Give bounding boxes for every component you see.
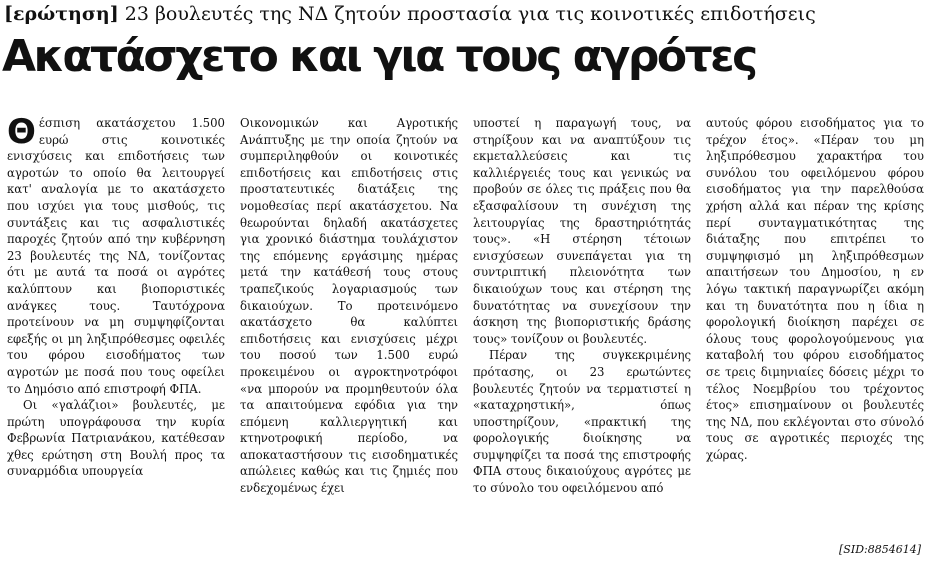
paragraph: [7, 112, 225, 397]
paragraph: Πέραν της συγκεκριμένης πρότασης, οι 23 ερωτώντες βουλευτές ζητούν να τερματιστεί η «καταχρηστική», όπως υποστηρίζουν, «πρακτική της φορολογικής διοίκησης να συμψηφίζει τα ποσά της επιστροφής ΦΠΑ στους δικαιούχους αγρότες με το σύνολο του οφειλόμενου από: [473, 348, 691, 496]
article-column-2: [240, 115, 458, 497]
paragraph: Οι «γαλάζιοι» βουλευτές, με πρώτη υπογράφουσα την κυρία Φεβρωνία Πατριανάκου, κατέθεσαν χθες ερώτηση στη Βουλή προς τα συναρμόδια υπουργεία: [7, 398, 225, 479]
paragraph-text: έσπιση ακατάσχετου 1.500 ευρώ στις κοινοτικές ενισχύσεις και επιδοτήσεις των αγροτών το οποίο θα λειτουργεί κατ' αναλογία με το ακατάσχετο που ισχύει για τους μισθούς, τις συντάξεις και τις ασφαλιστικές παροχές ζητούν από την κυβέρνηση 23 βουλευτές της ΝΔ, τονίζοντας ότι με αυτά τα ποσά οι αγρότες καλύπτουν και βιοποριστικές ανάγκες τους. Ταυτόχρονα προτείνουν να μη συμψηφίζονται εφεξής οι μη ληξιπρόθεσμες οφειλές του φόρου εισοδήματος των αγροτών με ποσά που τους οφείλει το Δημόσιο από επιστροφή ΦΠΑ.: [7, 116, 225, 396]
kicker-tag: [ερώτηση]: [4, 3, 119, 25]
drop-cap: Θ: [7, 112, 36, 152]
article-column-3: [473, 115, 691, 497]
kicker-line: [4, 2, 924, 28]
article-column-4: [706, 115, 924, 463]
kicker-text: 23 βουλευτές της ΝΔ ζητούν προστασία για τις κοινοτικές επιδοτήσεις: [124, 3, 816, 25]
paragraph: υποστεί η παραγωγή τους, να στηρίξουν και να αναπτύξουν τις εκμεταλλεύσεις και τις καλλιέργειές τους και γενικώς να προβούν σε όλες τις πράξεις που θα εξασφαλίσουν τη συνέχιση της λειτουργίας της δραστηριότητάς τους». «Η στέρηση τέτοιων ενισχύσεων συνεπάγεται για τη συντριπτική πλειονότητα των δικαιούχων τους και στέρηση της δυνατότητας να συνεχίσουν την άσκηση της βιοποριστικής δράσης τους» τονίζουν οι βουλευτές.: [473, 116, 691, 346]
article-column-1: [7, 112, 225, 480]
paragraph: Οικονομικών και Αγροτικής Ανάπτυξης με την οποία ζητούν να συμπεριληφθούν οι κοινοτικές επιδοτήσεις και επιδοτήσεις στις προστατευτικές διατάξεις της νομοθεσίας περί ακατάσχετου. Να θεωρούνται δηλαδή ακατάσχετες για χρονικό διάστημα τουλάχιστον της επόμενης εργάσιμης ημέρας μετά την κατάθεσή τους στους τραπεζικούς λογαριασμούς των δικαιούχων. Το προτεινόμενο ακατάσχετο θα καλύπτει επιδοτήσεις και ενισχύσεις μέχρι του ποσού των 1.500 ευρώ προκειμένου οι αγροκτηνοτρόφοι «να μπορούν να προμηθευτούν όλα τα απαιτούμενα εφόδια για την επόμενη καλλιεργητική και κτηνοτροφική περίοδο, να αποκαταστήσουν τις εισοδηματικές απώλειες καθώς και τις ζημιές που ενδεχομένως έχει: [240, 116, 458, 496]
paragraph: αυτούς φόρου εισοδήματος για το τρέχον έτος». «Πέραν του μη ληξιπρόθεσμου χαρακτήρα του συνόλου του οφειλόμενου φόρου εισοδήματος για την παρελθούσα χρήση αλλά και πέραν της κρίσης περί συνταγματικότητας της διάταξης που επιτρέπει το συμψηφισμό μη ληξιπρόθεσμων απαιτήσεων του Δημοσίου, η εν λόγω τακτική παραγνωρίζει ακόμη και τη δυνατότητα που η ίδια η φορολογική διοίκηση παρέχει σε όλους τους φορολογούμενους για καταβολή του φόρου εισοδήματος σε τρεις διμηνιαίες δόσεις μέχρι το τέλος Νοεμβρίου του τρέχοντος έτος» επισημαίνουν οι βουλευτές της ΝΔ, που εκλέγονται στο σύνολό τους σε αγροτικές περιοχές της χώρας.: [706, 116, 924, 462]
source-id: [SID:8854614]: [839, 543, 921, 556]
headline: Ακατάσχετο και για τους αγρότες: [2, 31, 756, 82]
